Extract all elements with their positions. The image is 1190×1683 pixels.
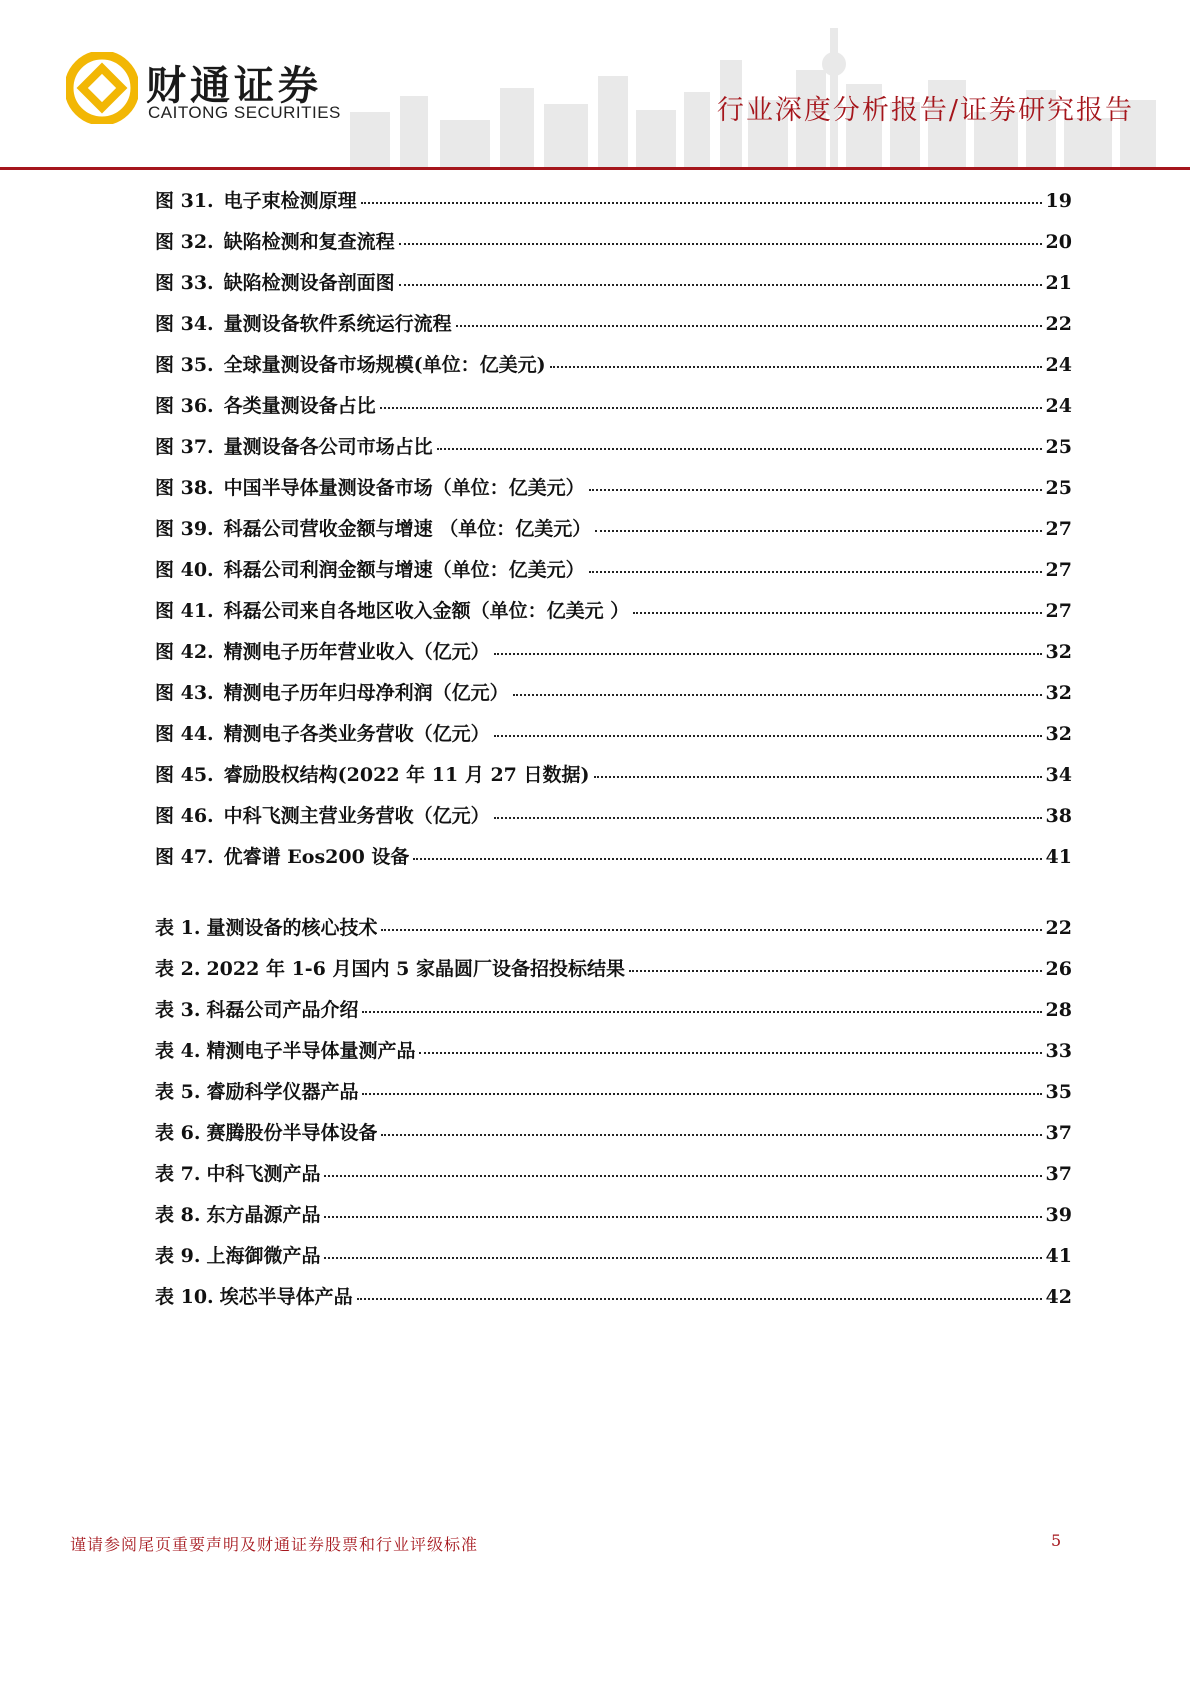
toc-figure-entry[interactable]: [155, 268, 1072, 309]
dot-leader: [589, 570, 1042, 573]
toc-figure-entry[interactable]: [155, 514, 1072, 555]
dot-leader: [413, 857, 1041, 860]
entry-title: 赛腾股份半导体设备: [206, 1122, 378, 1144]
entry-title: 中科飞测产品: [206, 1163, 321, 1185]
dot-leader: [324, 1174, 1041, 1177]
entry-number: 表 8.: [155, 1204, 201, 1226]
entry-page-number: 35: [1045, 1081, 1072, 1103]
entry-title: 量测设备各公司市场占比: [223, 436, 433, 458]
entry-page-number: 41: [1045, 1245, 1072, 1267]
entry-title: 埃芯半导体产品: [219, 1286, 353, 1308]
entry-number: 图 37.: [155, 436, 214, 458]
dot-leader: [324, 1215, 1041, 1218]
entry-number: 表 4.: [155, 1040, 201, 1062]
dot-leader: [380, 406, 1042, 409]
entry-number: 图 44.: [155, 723, 214, 745]
entry-number: 图 39.: [155, 518, 214, 540]
toc-figure-entry[interactable]: [155, 350, 1072, 391]
toc-table-entry[interactable]: [155, 1200, 1072, 1241]
dot-leader: [419, 1051, 1041, 1054]
entry-title: 量测设备的核心技术: [206, 917, 378, 939]
entry-title: 科磊公司利润金额与增速（单位：亿美元）: [223, 559, 585, 581]
toc-table-entry[interactable]: [155, 1118, 1072, 1159]
dot-leader: [595, 529, 1041, 532]
entry-page-number: 37: [1045, 1122, 1072, 1144]
entry-page-number: 27: [1045, 559, 1072, 581]
dot-leader: [381, 928, 1041, 931]
toc-table-entry[interactable]: [155, 995, 1072, 1036]
brand-name-en: CAITONG SECURITIES: [148, 103, 341, 122]
entry-page-number: 26: [1045, 958, 1072, 980]
entry-title: 科磊公司产品介绍: [206, 999, 359, 1021]
dot-leader: [324, 1256, 1041, 1259]
toc-figure-entry[interactable]: [155, 227, 1072, 268]
entry-title: 2022 年 1-6 月国内 5 家晶圆厂设备招投标结果: [206, 958, 625, 980]
entry-title: 精测电子各类业务营收（亿元）: [223, 723, 490, 745]
city-skyline-watermark: [330, 0, 1190, 168]
toc-table-entry[interactable]: [155, 913, 1072, 954]
entry-title: 科磊公司来自各地区收入金额（单位：亿美元 ）: [223, 600, 630, 622]
dot-leader: [361, 201, 1042, 204]
entry-title: 中科飞测主营业务营收（亿元）: [223, 805, 490, 827]
entry-title: 电子束检测原理: [223, 190, 357, 212]
entry-title: 睿励科学仪器产品: [206, 1081, 359, 1103]
entry-number: 图 38.: [155, 477, 214, 499]
entry-number: 表 6.: [155, 1122, 201, 1144]
header-divider: [0, 167, 1190, 170]
entry-number: 图 36.: [155, 395, 214, 417]
entry-page-number: 34: [1045, 764, 1072, 786]
dot-leader: [362, 1092, 1041, 1095]
toc-table-entry[interactable]: [155, 1241, 1072, 1282]
entry-title: 睿励股权结构(2022 年 11 月 27 日数据): [223, 764, 590, 786]
entry-number: 表 3.: [155, 999, 201, 1021]
entry-number: 图 33.: [155, 272, 214, 294]
entry-title: 缺陷检测和复查流程: [223, 231, 395, 253]
toc-table-entry[interactable]: [155, 1159, 1072, 1200]
list-spacer: [155, 883, 1072, 913]
toc-figure-entry[interactable]: [155, 186, 1072, 227]
dot-leader: [362, 1010, 1041, 1013]
toc-figure-entry[interactable]: [155, 473, 1072, 514]
entry-number: 表 1.: [155, 917, 201, 939]
entry-number: 表 2.: [155, 958, 201, 980]
dot-leader: [633, 611, 1041, 614]
toc-figure-entry[interactable]: [155, 555, 1072, 596]
entry-number: 表 5.: [155, 1081, 201, 1103]
entry-title: 精测电子历年营业收入（亿元）: [223, 641, 490, 663]
toc-figure-entry[interactable]: [155, 678, 1072, 719]
dot-leader: [589, 488, 1042, 491]
entry-page-number: 37: [1045, 1163, 1072, 1185]
entry-page-number: 22: [1045, 313, 1072, 335]
entry-page-number: 27: [1045, 600, 1072, 622]
entry-number: 图 34.: [155, 313, 214, 335]
toc-figure-entry[interactable]: [155, 596, 1072, 637]
entry-title: 科磊公司营收金额与增速 （单位：亿美元）: [223, 518, 592, 540]
entry-number: 图 46.: [155, 805, 214, 827]
entry-title: 优睿谱 Eos200 设备: [223, 846, 410, 868]
caitong-logo-icon: [66, 52, 138, 124]
toc-figure-entry[interactable]: [155, 432, 1072, 473]
dot-leader: [381, 1133, 1041, 1136]
entry-title: 全球量测设备市场规模(单位：亿美元): [223, 354, 546, 376]
dot-leader: [629, 969, 1042, 972]
entry-number: 图 35.: [155, 354, 214, 376]
page-header: [0, 0, 1190, 172]
entry-title: 缺陷检测设备剖面图: [223, 272, 395, 294]
dot-leader: [399, 283, 1042, 286]
toc-figure-entry[interactable]: [155, 309, 1072, 350]
toc-figure-entry[interactable]: [155, 801, 1072, 842]
figure-list: [155, 186, 1072, 883]
entry-page-number: 39: [1045, 1204, 1072, 1226]
entry-title: 各类量测设备占比: [223, 395, 376, 417]
dot-leader: [594, 775, 1042, 778]
report-type-title: 行业深度分析报告/证券研究报告: [716, 95, 1134, 126]
entry-number: 图 41.: [155, 600, 214, 622]
table-list: [155, 913, 1072, 1323]
entry-page-number: 25: [1045, 436, 1072, 458]
dot-leader: [550, 365, 1042, 368]
entry-number: 图 43.: [155, 682, 214, 704]
dot-leader: [494, 652, 1042, 655]
dot-leader: [494, 816, 1042, 819]
toc-figure-entry[interactable]: [155, 637, 1072, 678]
entry-page-number: 38: [1045, 805, 1072, 827]
entry-page-number: 32: [1045, 682, 1072, 704]
toc-figure-entry[interactable]: [155, 391, 1072, 432]
entry-page-number: 27: [1045, 518, 1072, 540]
dot-leader: [357, 1297, 1042, 1300]
entry-page-number: 24: [1045, 354, 1072, 376]
entry-number: 图 40.: [155, 559, 214, 581]
entry-number: 图 42.: [155, 641, 214, 663]
entry-number: 表 9.: [155, 1245, 201, 1267]
entry-title: 量测设备软件系统运行流程: [223, 313, 452, 335]
entry-number: 图 32.: [155, 231, 214, 253]
toc-table-entry[interactable]: [155, 954, 1072, 995]
entry-page-number: 41: [1045, 846, 1072, 868]
entry-page-number: 22: [1045, 917, 1072, 939]
entry-number: 图 47.: [155, 846, 214, 868]
brand-logo: [66, 52, 386, 132]
toc-table-entry[interactable]: [155, 1036, 1072, 1077]
entry-title: 精测电子半导体量测产品: [206, 1040, 416, 1062]
dot-leader: [513, 693, 1042, 696]
entry-page-number: 19: [1045, 190, 1072, 212]
footer-disclaimer: 谨请参阅尾页重要声明及财通证券股票和行业评级标准: [70, 1535, 479, 1554]
entry-number: 图 45.: [155, 764, 214, 786]
entry-number: 图 31.: [155, 190, 214, 212]
entry-page-number: 24: [1045, 395, 1072, 417]
toc-table-entry[interactable]: [155, 1282, 1072, 1323]
entry-title: 中国半导体量测设备市场（单位：亿美元）: [223, 477, 585, 499]
entry-number: 表 7.: [155, 1163, 201, 1185]
toc-figure-entry[interactable]: [155, 842, 1072, 883]
brand-name-cn: 财通证券: [146, 63, 322, 109]
entry-page-number: 42: [1045, 1286, 1072, 1308]
dot-leader: [494, 734, 1042, 737]
page-number: 5: [1051, 1531, 1062, 1550]
toc-table-entry[interactable]: [155, 1077, 1072, 1118]
entry-title: 上海御微产品: [206, 1245, 321, 1267]
dot-leader: [456, 324, 1042, 327]
entry-number: 表 10.: [155, 1286, 214, 1308]
toc-figure-entry[interactable]: [155, 760, 1072, 801]
entry-page-number: 32: [1045, 641, 1072, 663]
entry-page-number: 28: [1045, 999, 1072, 1021]
entry-page-number: 21: [1045, 272, 1072, 294]
dot-leader: [437, 447, 1042, 450]
entry-title: 东方晶源产品: [206, 1204, 321, 1226]
entry-page-number: 20: [1045, 231, 1072, 253]
entry-page-number: 25: [1045, 477, 1072, 499]
dot-leader: [399, 242, 1042, 245]
entry-page-number: 33: [1045, 1040, 1072, 1062]
entry-title: 精测电子历年归母净利润（亿元）: [223, 682, 509, 704]
table-of-contents: [155, 186, 1072, 1323]
entry-page-number: 32: [1045, 723, 1072, 745]
toc-figure-entry[interactable]: [155, 719, 1072, 760]
